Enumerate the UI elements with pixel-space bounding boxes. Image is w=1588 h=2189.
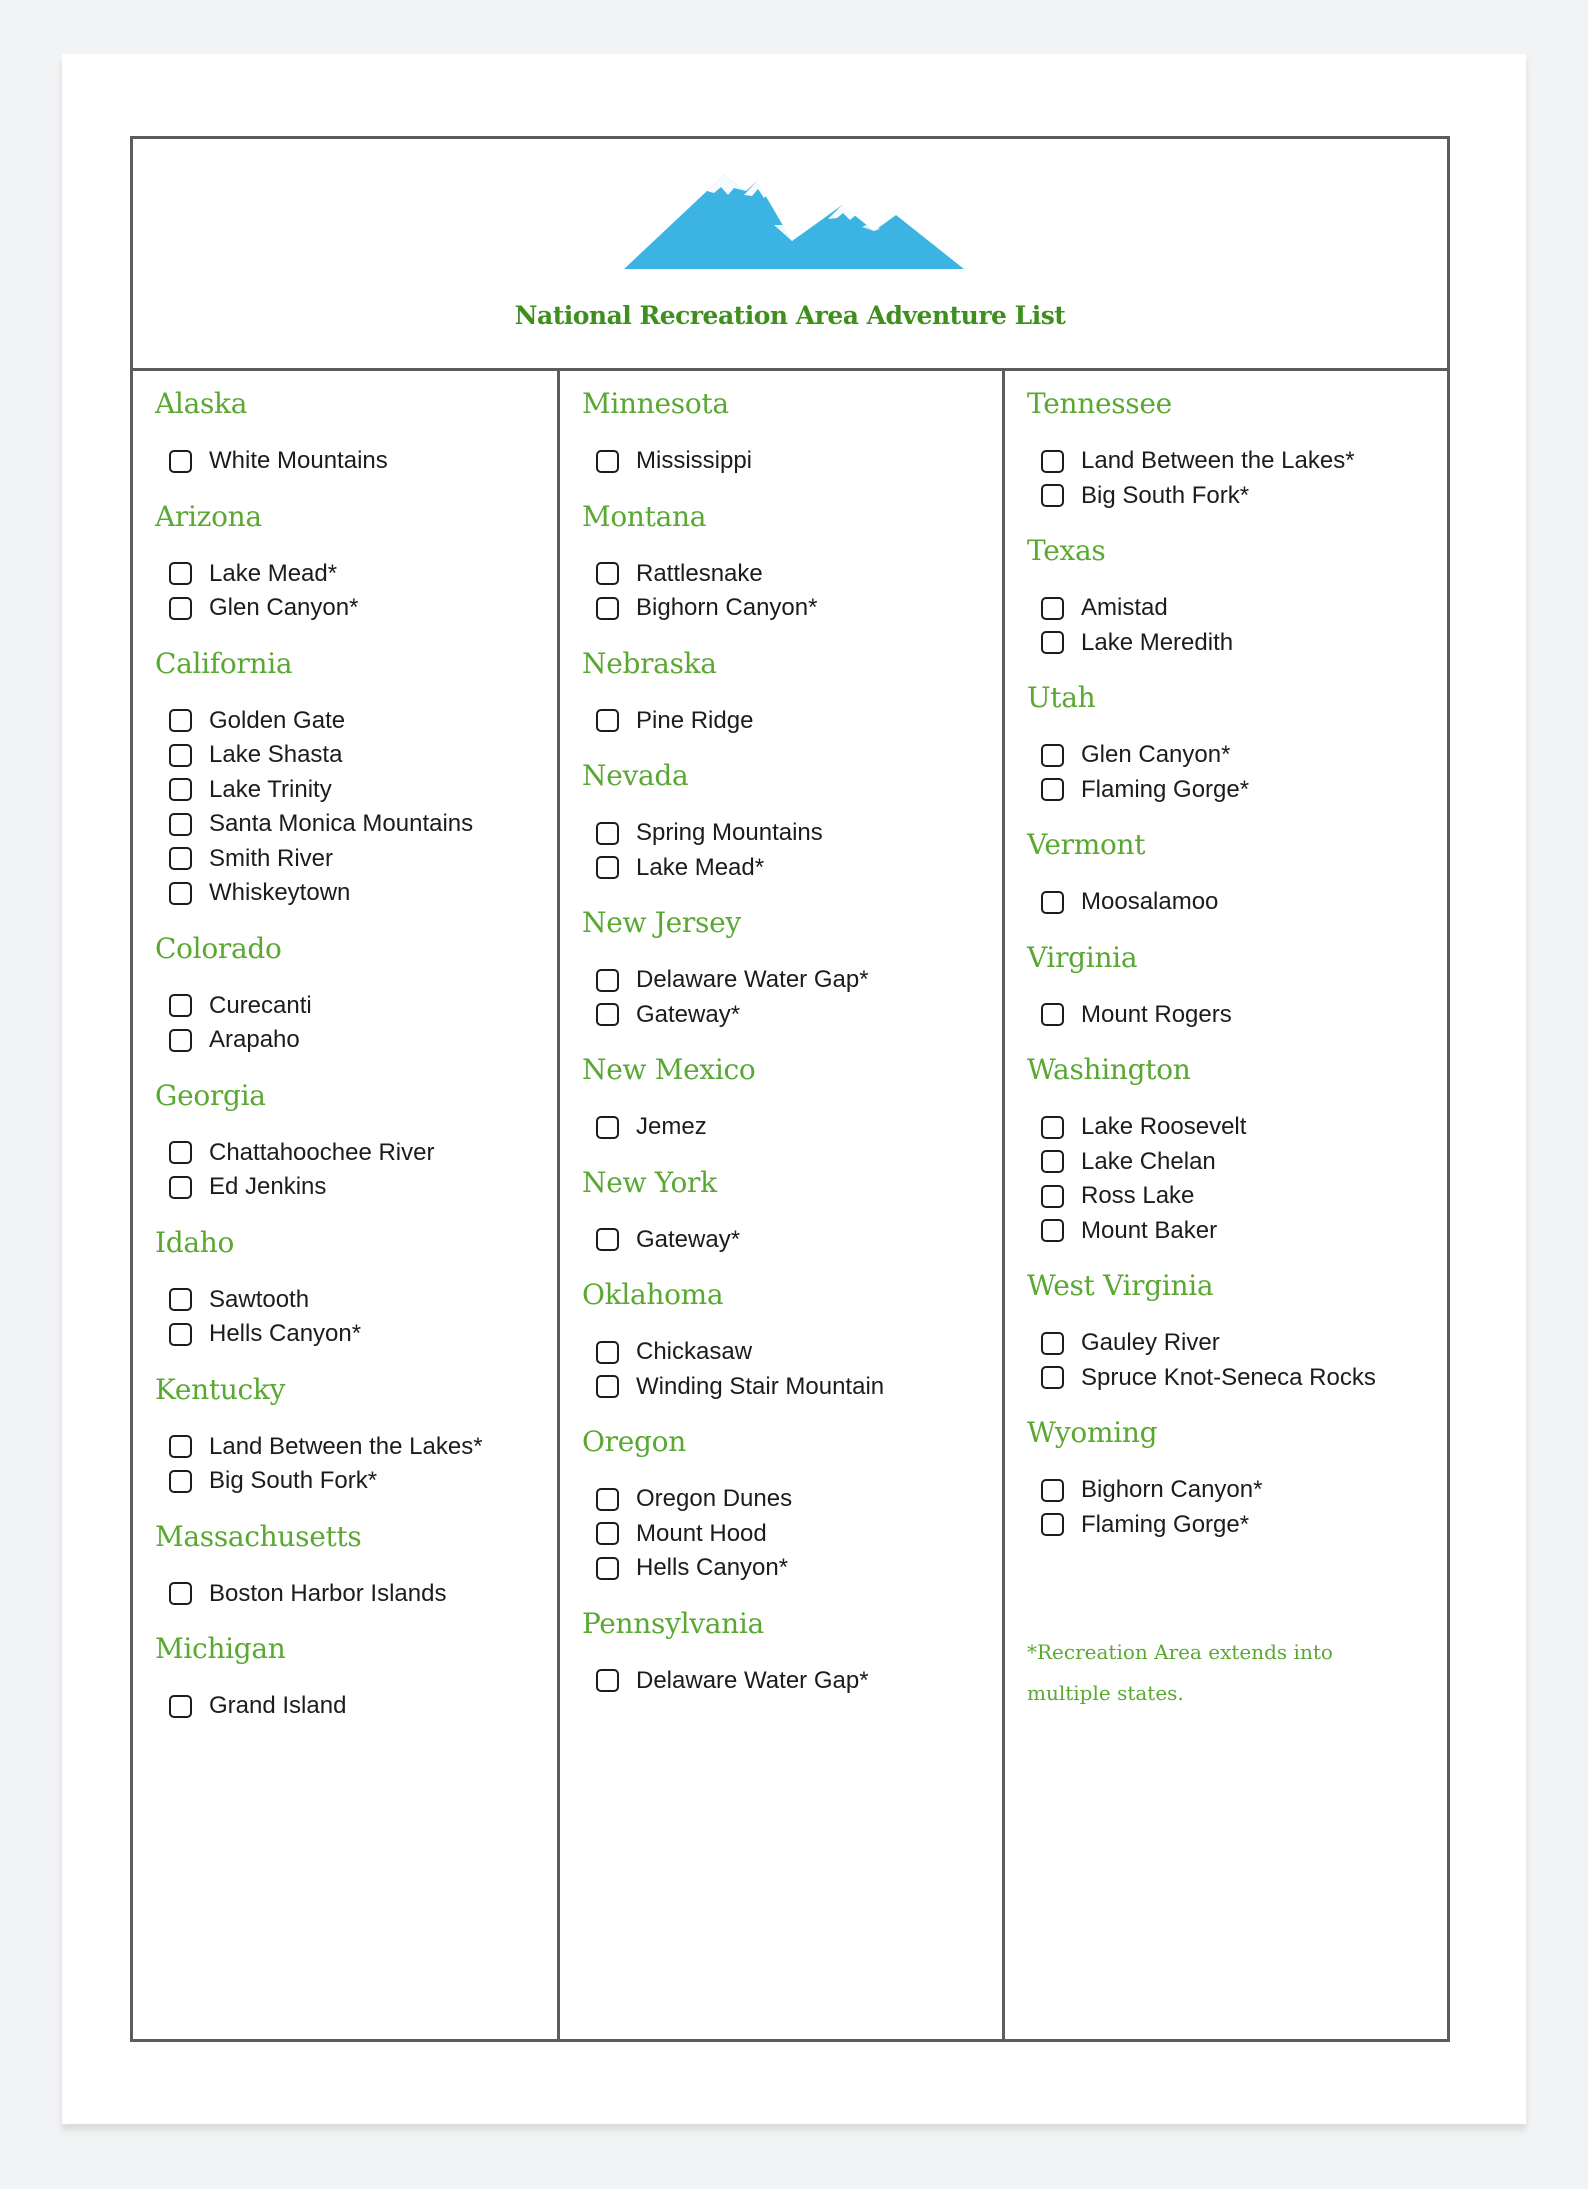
- state-heading: New York: [582, 1165, 717, 1199]
- checklist-item[interactable]: [1027, 444, 1450, 479]
- checkbox[interactable]: [1041, 1366, 1064, 1389]
- checkbox[interactable]: [1041, 1219, 1064, 1242]
- state-heading: Georgia: [155, 1078, 266, 1112]
- column-3: [1002, 368, 1450, 2039]
- area-list: [1027, 885, 1450, 920]
- area-list: [582, 704, 1002, 739]
- checkbox[interactable]: [169, 562, 192, 585]
- checklist-item[interactable]: [1027, 1508, 1450, 1543]
- checkbox[interactable]: [169, 882, 192, 905]
- area-label: Mount Hood: [636, 1519, 767, 1547]
- checkbox[interactable]: [1041, 744, 1064, 767]
- checklist-item[interactable]: [582, 704, 1002, 739]
- area-list: [155, 989, 557, 1058]
- area-label: Land Between the Lakes*: [1081, 447, 1355, 475]
- area-list: [155, 557, 557, 626]
- checklist-item[interactable]: [155, 738, 557, 773]
- checkbox[interactable]: [1041, 631, 1064, 654]
- checkbox[interactable]: [169, 1470, 192, 1493]
- checklist-item[interactable]: [1027, 479, 1450, 514]
- area-label: Winding Stair Mountain: [636, 1372, 885, 1400]
- checklist-item[interactable]: [155, 1430, 557, 1465]
- area-label: Oregon Dunes: [636, 1485, 793, 1513]
- mountain-logo-icon: [624, 163, 964, 273]
- checklist-item[interactable]: [582, 1517, 1002, 1552]
- area-list: [1027, 1110, 1450, 1248]
- checkbox[interactable]: [1041, 1185, 1064, 1208]
- area-label: Mount Baker: [1081, 1216, 1218, 1244]
- area-list: [155, 1689, 557, 1724]
- area-label: Grand Island: [209, 1692, 347, 1720]
- state-heading: Nebraska: [582, 646, 717, 680]
- checkbox[interactable]: [169, 709, 192, 732]
- checkbox[interactable]: [596, 969, 619, 992]
- checkbox[interactable]: [169, 1288, 192, 1311]
- state-heading: Colorado: [155, 931, 282, 965]
- checkbox[interactable]: [169, 847, 192, 870]
- area-label: Glen Canyon*: [1081, 741, 1231, 769]
- state-heading: Montana: [582, 499, 707, 533]
- area-list: [582, 1110, 1002, 1145]
- checkbox[interactable]: [1041, 1003, 1064, 1026]
- area-label: Golden Gate: [209, 706, 346, 734]
- checkbox[interactable]: [1041, 778, 1064, 801]
- checkbox[interactable]: [1041, 450, 1064, 473]
- state-heading: Idaho: [155, 1225, 235, 1259]
- area-label: Moosalamoo: [1081, 888, 1219, 916]
- area-list: [582, 816, 1002, 885]
- checklist-item[interactable]: [155, 1136, 557, 1171]
- area-label: Lake Shasta: [209, 741, 343, 769]
- area-label: Lake Mead*: [209, 559, 338, 587]
- checklist-item[interactable]: [582, 557, 1002, 592]
- area-label: Lake Trinity: [209, 775, 332, 803]
- checkbox[interactable]: [169, 744, 192, 767]
- checkbox[interactable]: [596, 1375, 619, 1398]
- state-heading: Tennessee: [1027, 387, 1172, 420]
- state-heading: West Virginia: [1027, 1269, 1214, 1302]
- area-list: [155, 444, 557, 479]
- checkbox[interactable]: [169, 1176, 192, 1199]
- state-heading: New Jersey: [582, 906, 741, 939]
- area-label: Glen Canyon*: [209, 594, 359, 622]
- area-list: [582, 557, 1002, 626]
- checkbox[interactable]: [596, 1488, 619, 1511]
- checklist-item[interactable]: [155, 1689, 557, 1724]
- checkbox[interactable]: [169, 450, 192, 473]
- area-label: Lake Meredith: [1081, 628, 1234, 656]
- area-label: Jemez: [636, 1113, 707, 1141]
- area-label: Mississippi: [636, 447, 753, 475]
- area-list: [1027, 998, 1450, 1033]
- checklist-item[interactable]: [155, 1464, 557, 1499]
- checklist-item[interactable]: [155, 989, 557, 1024]
- footnote: *Recreation Area extends into multiple states.: [1027, 1640, 1333, 1705]
- state-heading: Oregon: [582, 1425, 686, 1458]
- area-label: Big South Fork*: [1081, 481, 1250, 509]
- checkbox[interactable]: [596, 856, 619, 879]
- checklist-item[interactable]: [582, 998, 1002, 1033]
- checklist-item[interactable]: [155, 876, 557, 911]
- checklist-item[interactable]: [1027, 1214, 1450, 1249]
- checkbox[interactable]: [169, 1141, 192, 1164]
- area-label: Gateway*: [636, 1225, 741, 1253]
- area-label: Smith River: [209, 844, 334, 872]
- checkbox[interactable]: [596, 1522, 619, 1545]
- area-label: Gateway*: [636, 1000, 741, 1028]
- area-list: [582, 1664, 1002, 1699]
- area-list: [1027, 1473, 1450, 1542]
- state-heading: Virginia: [1027, 940, 1138, 974]
- checkbox[interactable]: [169, 778, 192, 801]
- checklist-item[interactable]: [1027, 1361, 1450, 1396]
- area-list: [155, 1283, 557, 1352]
- area-label: Mount Rogers: [1081, 1000, 1232, 1028]
- area-label: Hells Canyon*: [209, 1320, 362, 1348]
- checklist-item[interactable]: [155, 1170, 557, 1205]
- checklist-item[interactable]: [1027, 1110, 1450, 1145]
- checkbox[interactable]: [596, 1557, 619, 1580]
- checklist-item[interactable]: [155, 1283, 557, 1318]
- area-label: Big South Fork*: [209, 1467, 378, 1495]
- checklist-item[interactable]: [1027, 1326, 1450, 1361]
- checklist-item[interactable]: [1027, 1145, 1450, 1180]
- checklist-item[interactable]: [1027, 1179, 1450, 1214]
- area-label: Gauley River: [1081, 1329, 1220, 1357]
- area-label: Boston Harbor Islands: [209, 1579, 447, 1607]
- area-label: Land Between the Lakes*: [209, 1432, 483, 1460]
- area-label: Flaming Gorge*: [1081, 1510, 1250, 1538]
- checklist-item[interactable]: [582, 1482, 1002, 1517]
- area-label: Spruce Knot-Seneca Rocks: [1081, 1363, 1376, 1391]
- area-label: Curecanti: [209, 991, 312, 1019]
- header: [133, 139, 1447, 371]
- state-heading: Kentucky: [155, 1372, 286, 1406]
- column-3-list: [1027, 384, 1450, 1542]
- checklist-item[interactable]: [155, 807, 557, 842]
- state-heading: Washington: [1027, 1053, 1191, 1086]
- checkbox[interactable]: [1041, 1479, 1064, 1502]
- checklist-item[interactable]: [582, 1110, 1002, 1145]
- page-title: National Recreation Area Adventure List: [514, 301, 1066, 330]
- state-heading: Arizona: [155, 499, 262, 533]
- state-heading: Oklahoma: [582, 1278, 724, 1311]
- area-label: Lake Mead*: [636, 853, 765, 881]
- area-label: Whiskeytown: [209, 879, 351, 907]
- state-heading: Alaska: [155, 387, 248, 420]
- checklist-item[interactable]: [155, 842, 557, 877]
- checklist-item[interactable]: [582, 444, 1002, 479]
- state-heading: Michigan: [155, 1632, 286, 1665]
- checkbox[interactable]: [596, 1341, 619, 1364]
- area-label: Santa Monica Mountains: [209, 810, 474, 838]
- checklist-item[interactable]: [1027, 591, 1450, 626]
- area-list: [155, 1430, 557, 1499]
- checkbox[interactable]: [1041, 1332, 1064, 1355]
- state-heading: Wyoming: [1027, 1416, 1158, 1449]
- checklist-item[interactable]: [582, 851, 1002, 886]
- area-label: Lake Roosevelt: [1081, 1113, 1247, 1141]
- checkbox[interactable]: [169, 597, 192, 620]
- checkbox[interactable]: [596, 450, 619, 473]
- checklist-item[interactable]: [1027, 998, 1450, 1033]
- area-label: Bighorn Canyon*: [636, 594, 818, 622]
- area-label: Pine Ridge: [636, 706, 754, 734]
- area-list: [582, 963, 1002, 1032]
- checkbox[interactable]: [1041, 597, 1064, 620]
- checklist-item[interactable]: [582, 1551, 1002, 1586]
- checklist-item[interactable]: [582, 816, 1002, 851]
- area-label: Arapaho: [209, 1026, 300, 1054]
- area-label: Amistad: [1081, 594, 1168, 622]
- checklist-item[interactable]: [1027, 885, 1450, 920]
- state-heading: Pennsylvania: [582, 1606, 764, 1640]
- checklist-item[interactable]: [155, 773, 557, 808]
- area-label: Chickasaw: [636, 1338, 753, 1366]
- checklist-item[interactable]: [1027, 626, 1450, 661]
- area-label: Rattlesnake: [636, 559, 763, 587]
- checklist-item[interactable]: [582, 1370, 1002, 1405]
- area-list: [1027, 738, 1450, 807]
- checkbox[interactable]: [596, 562, 619, 585]
- area-list: [582, 1335, 1002, 1404]
- area-list: [155, 1577, 557, 1612]
- checkbox[interactable]: [1041, 1150, 1064, 1173]
- checkbox[interactable]: [169, 994, 192, 1017]
- checkbox[interactable]: [169, 813, 192, 836]
- checklist-item[interactable]: [1027, 1473, 1450, 1508]
- checklist-item[interactable]: [582, 591, 1002, 626]
- area-list: [582, 1223, 1002, 1258]
- checkbox[interactable]: [596, 1228, 619, 1251]
- checkbox[interactable]: [596, 709, 619, 732]
- state-heading: Minnesota: [582, 387, 729, 420]
- checklist-frame: [130, 136, 1450, 2042]
- area-label: Flaming Gorge*: [1081, 775, 1250, 803]
- checkbox[interactable]: [169, 1435, 192, 1458]
- checkbox[interactable]: [169, 1695, 192, 1718]
- state-heading: Nevada: [582, 759, 689, 792]
- area-label: White Mountains: [209, 447, 388, 475]
- checklist-item[interactable]: [155, 1023, 557, 1058]
- area-label: Spring Mountains: [636, 819, 823, 847]
- checklist-item[interactable]: [155, 591, 557, 626]
- area-list: [155, 704, 557, 911]
- area-label: Chattahoochee River: [209, 1138, 435, 1166]
- checklist-item[interactable]: [582, 1335, 1002, 1370]
- column-2: [557, 368, 1002, 2039]
- checklist-item[interactable]: [1027, 773, 1450, 808]
- area-label: Delaware Water Gap*: [636, 966, 869, 994]
- state-heading: California: [155, 646, 293, 680]
- checkbox[interactable]: [169, 1029, 192, 1052]
- state-heading: Vermont: [1027, 828, 1146, 861]
- area-label: Ross Lake: [1081, 1182, 1195, 1210]
- checkbox[interactable]: [1041, 484, 1064, 507]
- area-list: [582, 444, 1002, 479]
- checklist-item[interactable]: [155, 444, 557, 479]
- checklist-item[interactable]: [582, 1223, 1002, 1258]
- state-heading: New Mexico: [582, 1053, 756, 1086]
- state-heading: Texas: [1027, 534, 1106, 567]
- state-heading: Massachusetts: [155, 1519, 362, 1553]
- area-list: [155, 1136, 557, 1205]
- checkbox[interactable]: [1041, 891, 1064, 914]
- checklist-item[interactable]: [582, 1664, 1002, 1699]
- checkbox[interactable]: [596, 1116, 619, 1139]
- checkbox[interactable]: [596, 822, 619, 845]
- checkbox[interactable]: [1041, 1513, 1064, 1536]
- checkbox[interactable]: [596, 1669, 619, 1692]
- checkbox[interactable]: [596, 597, 619, 620]
- area-list: [582, 1482, 1002, 1586]
- area-label: Ed Jenkins: [209, 1173, 327, 1201]
- checkbox[interactable]: [169, 1323, 192, 1346]
- area-list: [1027, 444, 1450, 513]
- state-heading: Utah: [1027, 681, 1096, 714]
- checklist-item[interactable]: [1027, 738, 1450, 773]
- document-page: [62, 54, 1526, 2124]
- column-1: [133, 368, 557, 2039]
- area-label: Bighorn Canyon*: [1081, 1476, 1263, 1504]
- checkbox[interactable]: [1041, 1116, 1064, 1139]
- checklist-item[interactable]: [155, 1577, 557, 1612]
- checklist-item[interactable]: [155, 557, 557, 592]
- checkbox[interactable]: [169, 1582, 192, 1605]
- checkbox[interactable]: [596, 1003, 619, 1026]
- area-label: Lake Chelan: [1081, 1147, 1216, 1175]
- area-label: Hells Canyon*: [636, 1554, 789, 1582]
- area-label: Sawtooth: [209, 1285, 310, 1313]
- area-label: Delaware Water Gap*: [636, 1666, 869, 1694]
- checklist-item[interactable]: [155, 704, 557, 739]
- area-list: [1027, 1326, 1450, 1395]
- checklist-item[interactable]: [155, 1317, 557, 1352]
- area-list: [1027, 591, 1450, 660]
- checklist-item[interactable]: [582, 963, 1002, 998]
